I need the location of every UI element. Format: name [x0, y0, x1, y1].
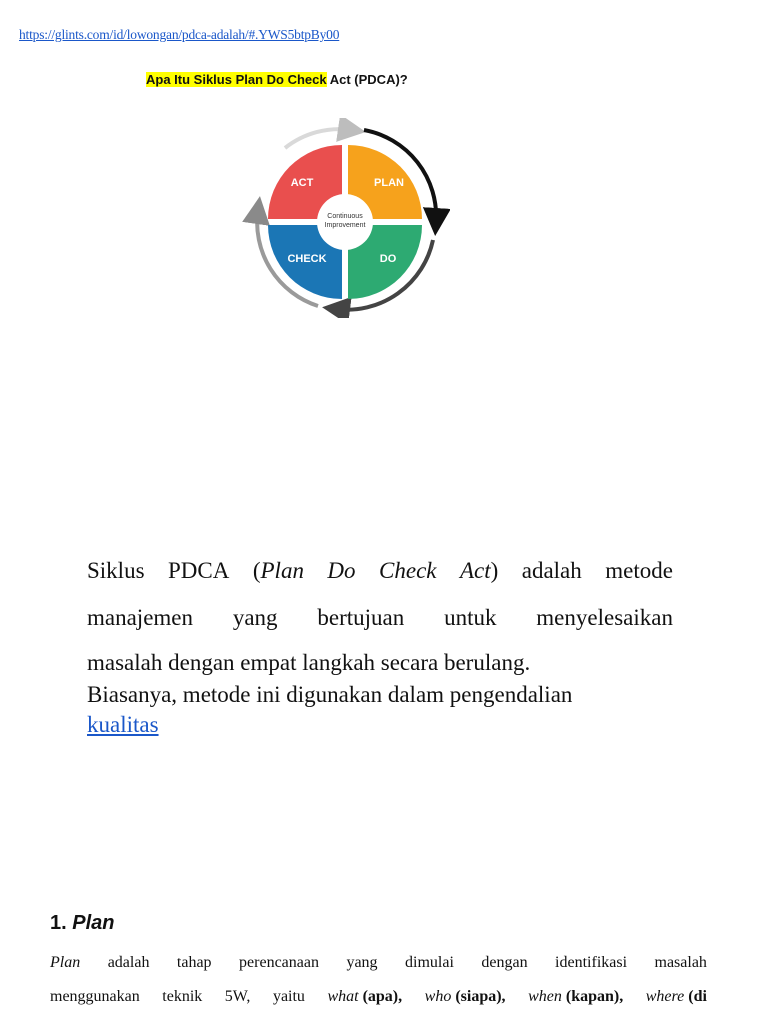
intro-line-2 — [87, 605, 673, 631]
word-italic: what — [327, 988, 359, 1005]
word: metode — [605, 558, 673, 583]
intro-line-3-text: masalah dengan empat langkah secara berulang. — [87, 650, 531, 675]
word: tahap — [176, 954, 212, 971]
section-heading-plan — [50, 912, 115, 935]
paren-open: ( — [252, 558, 261, 583]
center-label-line1: Continuous — [327, 213, 363, 220]
plan-line-1 — [50, 954, 707, 972]
intro-line-1 — [87, 558, 673, 584]
word: menggunakan — [50, 988, 140, 1005]
word: dengan — [481, 954, 528, 971]
word-bold: (di — [688, 988, 707, 1005]
word: masalah — [654, 954, 707, 971]
label-plan: PLAN — [374, 177, 404, 189]
word: bertujuan — [317, 605, 405, 630]
word: yaitu — [272, 988, 305, 1005]
paren-close: ) — [490, 558, 499, 583]
label-do: DO — [379, 253, 397, 265]
intro-line-4 — [87, 682, 673, 708]
pdca-cycle-diagram — [240, 118, 450, 318]
word: untuk — [444, 605, 497, 630]
word: menyelesaikan — [536, 605, 673, 630]
label-act: ACT — [290, 177, 314, 189]
word-bold: (apa), — [362, 988, 403, 1005]
word: dimulai — [405, 954, 454, 971]
word: teknik — [162, 988, 203, 1005]
title-rest-text: Act (PDCA)? — [326, 72, 408, 87]
word-italic-group — [460, 558, 498, 584]
word-pair — [425, 988, 506, 1006]
section-title: Plan — [72, 912, 115, 934]
word-pair — [327, 988, 402, 1006]
word: 5W, — [224, 988, 251, 1005]
label-check: CHECK — [287, 253, 327, 265]
word: perencanaan — [239, 954, 319, 971]
word-italic: when — [528, 988, 562, 1005]
title-highlighted-text: Apa Itu Siklus Plan Do Check — [146, 72, 327, 87]
word: adalah — [107, 954, 150, 971]
word-bold: (siapa), — [455, 988, 506, 1005]
word: Siklus — [87, 558, 145, 583]
word-italic-group — [253, 558, 304, 584]
intro-line-4-text: Biasanya, metode ini digunakan dalam pengendalian — [87, 682, 573, 707]
word: manajemen — [87, 605, 194, 630]
word-italic: Plan — [50, 954, 81, 971]
word: yang — [346, 954, 378, 971]
intro-line-3 — [87, 650, 673, 676]
word: adalah — [521, 558, 582, 583]
section-number: 1. — [50, 912, 67, 934]
word-pair — [646, 988, 707, 1006]
plan-line-2 — [50, 988, 707, 1006]
word-pair — [528, 988, 623, 1006]
word: PDCA — [168, 558, 230, 583]
page-title — [146, 72, 408, 87]
word-italic: Do — [327, 558, 356, 583]
center-label-line2: Improvement — [324, 222, 366, 229]
word-bold: (kapan), — [565, 988, 624, 1005]
word-italic: Act — [459, 558, 491, 583]
word: yang — [232, 605, 278, 630]
kualitas-link[interactable]: kualitas — [87, 712, 159, 737]
source-url-link[interactable]: https://glints.com/id/lowongan/pdca-adalah/#.YWS5btpBy00 — [19, 27, 340, 42]
word: identifikasi — [555, 954, 628, 971]
word-italic: who — [424, 988, 452, 1005]
word-italic: where — [645, 988, 685, 1005]
intro-line-5 — [87, 712, 673, 738]
word-italic: Plan — [260, 558, 304, 583]
word-italic: Check — [379, 558, 437, 583]
